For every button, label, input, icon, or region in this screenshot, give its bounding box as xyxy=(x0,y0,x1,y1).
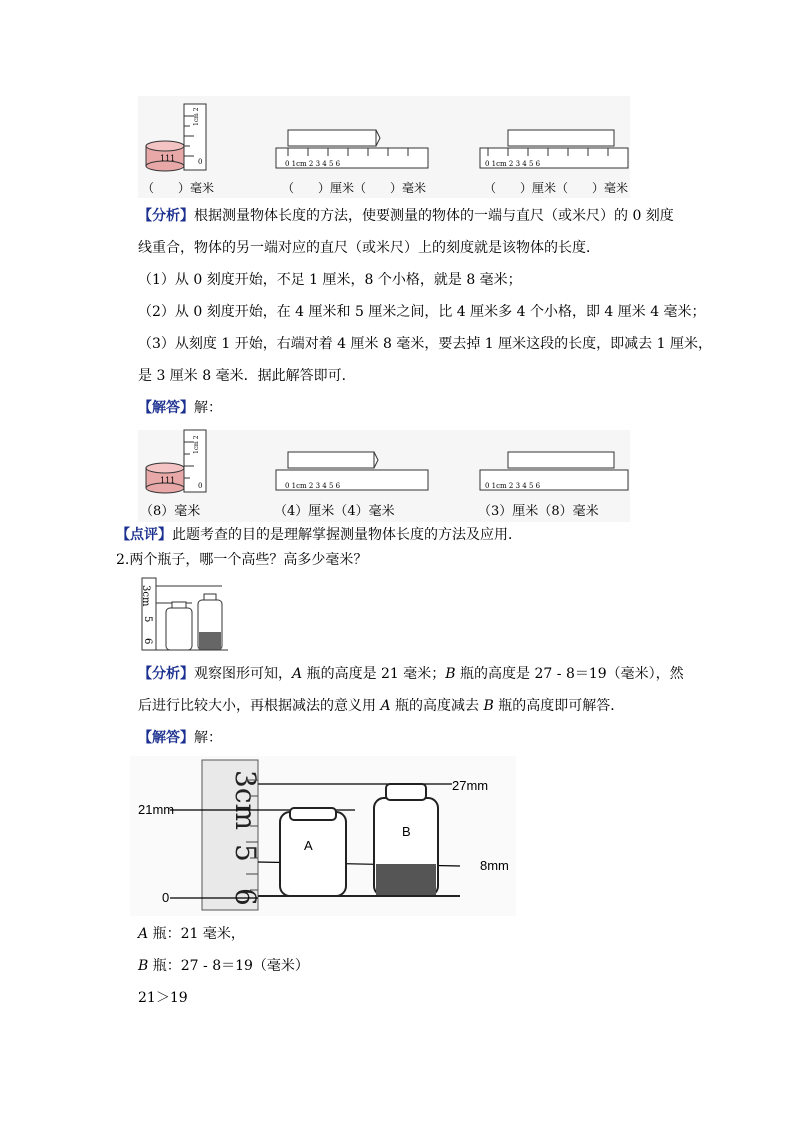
result-a: A 瓶：21 毫米， xyxy=(138,926,245,942)
label-21mm: 21mm xyxy=(138,802,175,817)
answer-caption-1: （8）毫米 xyxy=(140,504,201,519)
analysis-line-3: （1）从 0 刻度开始，不足 1 厘米，8 个小格，就是 8 毫米； xyxy=(138,272,522,288)
svg-text:5: 5 xyxy=(229,844,262,862)
answer-caption-2: （4）厘米（4）毫米 xyxy=(274,504,395,519)
analysis-line-4: （2）从 0 刻度开始，在 4 厘米和 5 厘米之间，比 4 厘米多 4 个小格，即 4 厘米 4 毫米； xyxy=(138,304,706,320)
horizontal-ruler-icon xyxy=(276,452,428,490)
analysis-line-2: 线重合，物体的另一端对应的直尺（或米尺）上的刻度就是该物体的长度． xyxy=(138,240,600,256)
question-2-title: 2.两个瓶子，哪一个高些？高多少毫米？ xyxy=(116,552,368,568)
answer-ruler-figure xyxy=(138,430,630,522)
svg-text:3cm: 3cm xyxy=(229,770,262,831)
bottle-drawing xyxy=(142,578,228,654)
bottle-a-icon xyxy=(280,808,346,896)
analysis-tag: 【分析】 xyxy=(138,208,194,224)
result-b: B 瓶：27 - 8＝19（毫米） xyxy=(138,958,309,974)
analysis-line-6: 是 3 厘米 8 毫米．据此解答即可． xyxy=(138,368,356,384)
caption-1: （ ）毫米 xyxy=(142,181,215,195)
ruler-drawings xyxy=(138,96,630,198)
question-ruler-figure xyxy=(138,96,630,198)
vertical-ruler-icon xyxy=(184,430,206,492)
horizontal-ruler-icon xyxy=(480,130,628,168)
vertical-ruler-icon xyxy=(184,104,206,170)
caption-2: （ ）厘米（ ）毫米 xyxy=(282,181,427,195)
horizontal-ruler-icon xyxy=(276,130,428,168)
result-compare: 21＞19 xyxy=(138,990,188,1006)
analysis-line-5: （3）从刻度 1 开始，右端对着 4 厘米 8 毫米，要去掉 1 厘米这段的长度，即减去 1 厘米， xyxy=(138,336,712,352)
label-27mm: 27mm xyxy=(452,778,489,793)
question-2-bottle-figure xyxy=(142,578,228,654)
svg-text:111: 111 xyxy=(160,476,176,485)
svg-text:1cm 2: 1cm 2 xyxy=(193,107,200,126)
label-bottle-a: A xyxy=(304,838,313,853)
label-8mm: 8mm xyxy=(480,858,509,873)
svg-text:6: 6 xyxy=(142,638,153,645)
svg-text:3cm: 3cm xyxy=(140,585,151,607)
answer-line: 【解答】解： xyxy=(138,400,222,416)
svg-text:1cm 2: 1cm 2 xyxy=(193,435,200,454)
answer-caption-3: （3）厘米（8）毫米 xyxy=(478,504,599,519)
svg-text:0: 0 xyxy=(198,158,203,166)
svg-text:0 1cm 2 3 4 5 6: 0 1cm 2 3 4 5 6 xyxy=(285,482,341,490)
horizontal-ruler-icon xyxy=(480,452,628,490)
answer-bottle-figure xyxy=(130,756,516,916)
svg-text:0: 0 xyxy=(198,482,203,490)
caption-3: （ ）厘米（ ）毫米 xyxy=(484,181,629,195)
svg-text:0 1cm 2 3 4 5 6: 0 1cm 2 3 4 5 6 xyxy=(285,160,341,168)
svg-text:111: 111 xyxy=(160,154,176,163)
comment-line: 【点评】此题考查的目的是理解掌握测量物体长度的方法及应用． xyxy=(116,527,522,543)
label-0: 0 xyxy=(162,890,170,905)
analysis2-line-1: 【分析】观察图形可知，A 瓶的高度是 21 毫米；B 瓶的高度是 27 - 8＝19（毫米），然 xyxy=(138,666,684,682)
svg-text:5: 5 xyxy=(142,616,153,623)
svg-text:0 1cm 2 3 4 5 6: 0 1cm 2 3 4 5 6 xyxy=(485,160,541,168)
label-bottle-b: B xyxy=(402,824,411,839)
svg-text:6: 6 xyxy=(229,888,262,906)
analysis2-line-2: 后进行比较大小，再根据减法的意义用 A 瓶的高度减去 B 瓶的高度即可解答． xyxy=(138,698,625,714)
analysis-line-1: 【分析】根据测量物体长度的方法，使要测量的物体的一端与直尺（或米尺）的 0 刻度 xyxy=(138,208,674,224)
answer2-line: 【解答】解： xyxy=(138,730,222,746)
tape-roll-icon xyxy=(146,141,184,171)
svg-text:0 1cm 2 3 4 5 6: 0 1cm 2 3 4 5 6 xyxy=(485,482,541,490)
bottle-b-icon xyxy=(374,784,438,896)
tape-roll-icon xyxy=(146,463,184,493)
